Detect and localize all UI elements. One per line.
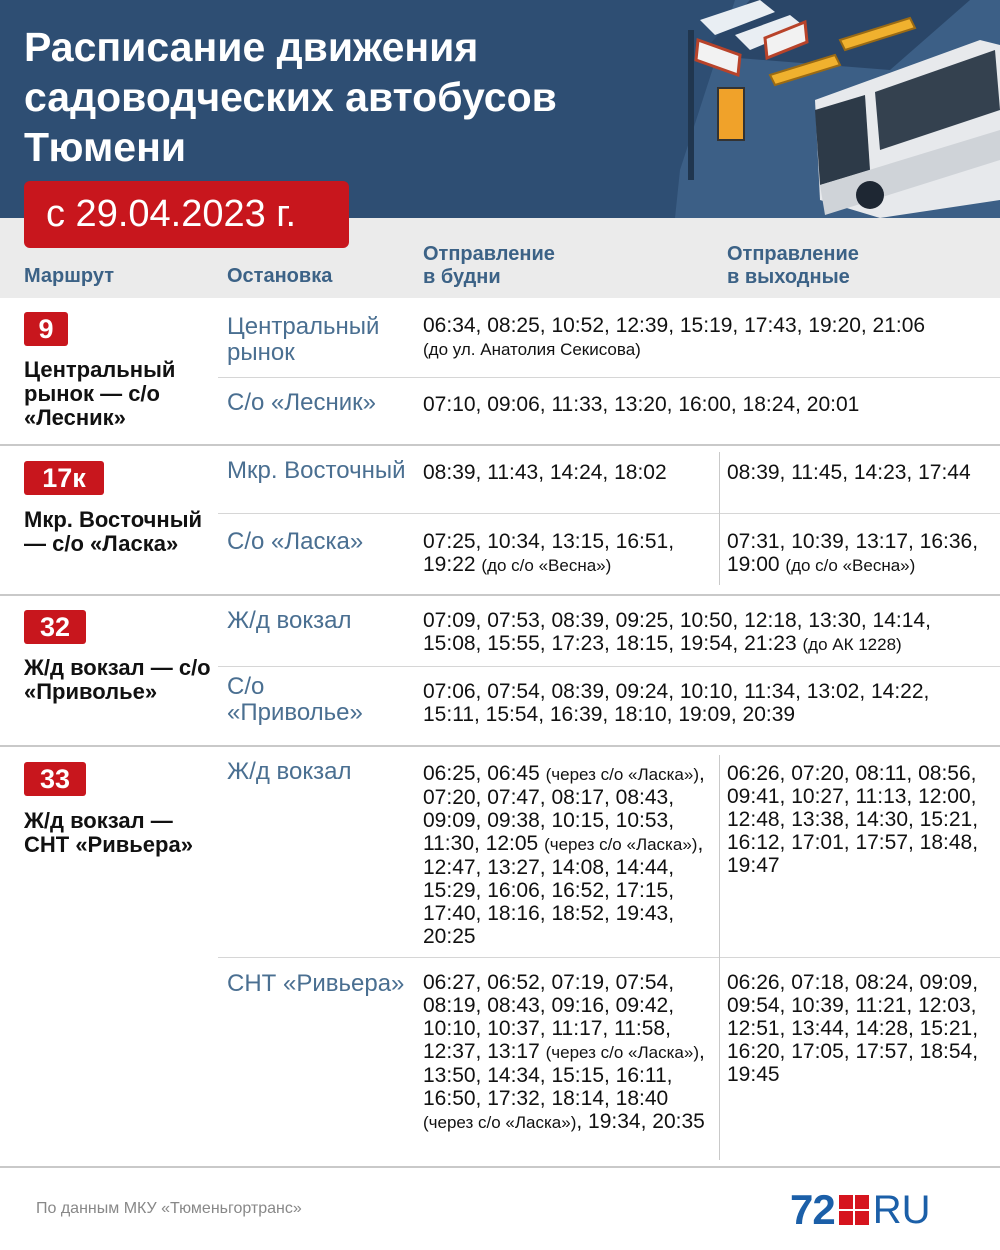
route-divider [0, 1166, 1000, 1168]
times-weekday: 08:39, 11:43, 14:24, 18:02 [423, 461, 667, 484]
col-weekend-l1: Отправление [727, 243, 859, 265]
route-badge-33: 33 [24, 762, 86, 796]
page-title [24, 22, 664, 172]
times-weekday [423, 971, 708, 1134]
logo-ru: RU [872, 1187, 931, 1232]
title-line-3: Тюмени [24, 124, 187, 170]
times-text: , 13:50, 14:34, 15:15, 16:11, 16:50, 17:32, 18:14, 18:40 [423, 1040, 705, 1110]
row-divider [218, 666, 1000, 667]
times-text: 06:27, 06:52, 07:19, 07:54, 08:19, 08:43, 09:16, 09:42, 10:10, 10:37, 11:17, 11:58, 12:37, 13:17 [423, 971, 675, 1063]
stop-name: С/о «Лесник» [227, 389, 376, 416]
row-divider [218, 377, 1000, 378]
times-text: 06:25, 06:45 [423, 762, 540, 785]
times-text: , 19:34, 20:35 [576, 1110, 705, 1133]
times-weekday [423, 762, 708, 948]
route-name-9: Центральный рынок — с/о «Лесник» [24, 357, 176, 430]
bus-stop-illustration [640, 0, 1000, 218]
route-divider [0, 444, 1000, 446]
stop-name: СНТ «Ривьера» [227, 970, 405, 997]
times-weekend: 08:39, 11:45, 14:23, 17:44 [727, 461, 971, 484]
column-divider [719, 452, 720, 585]
col-route: Маршрут [24, 265, 115, 287]
times-note: (до ул. Анатолия Секисова) [423, 340, 641, 359]
stop-name: Ж/д вокзал [227, 758, 352, 785]
route-name-33: Ж/д вокзал — СНТ «Ривьера» [24, 808, 193, 857]
route-divider [0, 594, 1000, 596]
times-weekend [727, 530, 995, 577]
stop-name: С/о «Приволье» [227, 673, 363, 726]
logo-mark-icon [839, 1195, 869, 1225]
stop-name: Мкр. Восточный [227, 457, 406, 484]
times-text: , 07:20, 07:47, 08:17, 08:43, 09:09, 09:38, 10:15, 10:53, 11:30, 12:05 [423, 762, 705, 855]
times-note: (до с/о «Весна») [785, 556, 916, 575]
site-logo[interactable] [790, 1188, 931, 1232]
times-text: 06:34, 08:25, 10:52, 12:39, 15:19, 17:43, 19:20, 21:06 [423, 314, 926, 337]
times-all-days [423, 314, 993, 363]
title-line-2: садоводческих автобусов [24, 74, 557, 120]
times-note: (до АК 1228) [802, 635, 902, 654]
times-note: (через с/о «Ласка») [423, 1113, 577, 1132]
times-weekend: 06:26, 07:20, 08:11, 08:56, 09:41, 10:27, 11:13, 12:00, 12:48, 13:38, 14:30, 15:21, 16:12, 17:01, 17:57, 18:48, 19:47 [727, 762, 979, 877]
stop-name: Ж/д вокзал [227, 607, 352, 634]
route-name-17k: Мкр. Восточный — с/о «Ласка» [24, 507, 203, 556]
column-divider [719, 755, 720, 1160]
col-weekday-l2: в будни [423, 266, 501, 288]
route-name-32: Ж/д вокзал — с/о «Приволье» [24, 655, 211, 704]
route-badge-9: 9 [24, 312, 68, 346]
times-note: (до с/о «Весна») [481, 556, 612, 575]
source-note: По данным МКУ «Тюменьгортранс» [36, 1200, 302, 1217]
logo-number: 72 [790, 1186, 835, 1233]
times-all-days [423, 609, 963, 656]
route-divider [0, 745, 1000, 747]
stop-name: С/о «Ласка» [227, 528, 364, 555]
date-badge: с 29.04.2023 г. [24, 181, 349, 248]
times-note: (через с/о «Ласка») [545, 1043, 699, 1062]
times-text: 07:25, 10:34, 13:15, 16:51, 19:22 [423, 530, 675, 576]
times-weekday [423, 530, 708, 577]
col-weekday-l1: Отправление [423, 243, 555, 265]
title-line-1: Расписание движения [24, 24, 479, 70]
times-all-days: 07:10, 09:06, 11:33, 13:20, 16:00, 18:24, 20:01 [423, 393, 860, 416]
times-note: (через с/о «Ласка») [544, 835, 698, 854]
route-badge-32: 32 [24, 610, 86, 644]
stop-name: Центральный рынок [227, 313, 380, 366]
col-stop: Остановка [227, 265, 333, 287]
times-weekend: 06:26, 07:18, 08:24, 09:09, 09:54, 10:39, 11:21, 12:03, 12:51, 13:44, 14:28, 15:21, 16:20, 17:05, 17:57, 18:54, 19:45 [727, 971, 979, 1086]
row-divider [218, 513, 1000, 514]
times-text: 07:09, 07:53, 08:39, 09:25, 10:50, 12:18, 13:30, 14:14, 15:08, 15:55, 17:23, 18:15, 19:54, 21:23 [423, 609, 931, 655]
times-text: , 12:47, 13:27, 14:08, 14:44, 15:29, 16:06, 16:52, 17:15, 17:40, 18:16, 18:52, 19:43, 20:25 [423, 832, 704, 948]
times-text: 07:31, 10:39, 13:17, 16:36, 19:00 [727, 530, 979, 576]
times-all-days: 07:06, 07:54, 08:39, 09:24, 10:10, 11:34, 13:02, 14:22, 15:11, 15:54, 16:39, 18:10, 19:09, 20:39 [423, 680, 930, 726]
col-weekend-l2: в выходные [727, 266, 850, 288]
route-badge-17k: 17к [24, 461, 104, 495]
times-note: (через с/о «Ласка») [545, 765, 699, 784]
row-divider [218, 957, 1000, 958]
